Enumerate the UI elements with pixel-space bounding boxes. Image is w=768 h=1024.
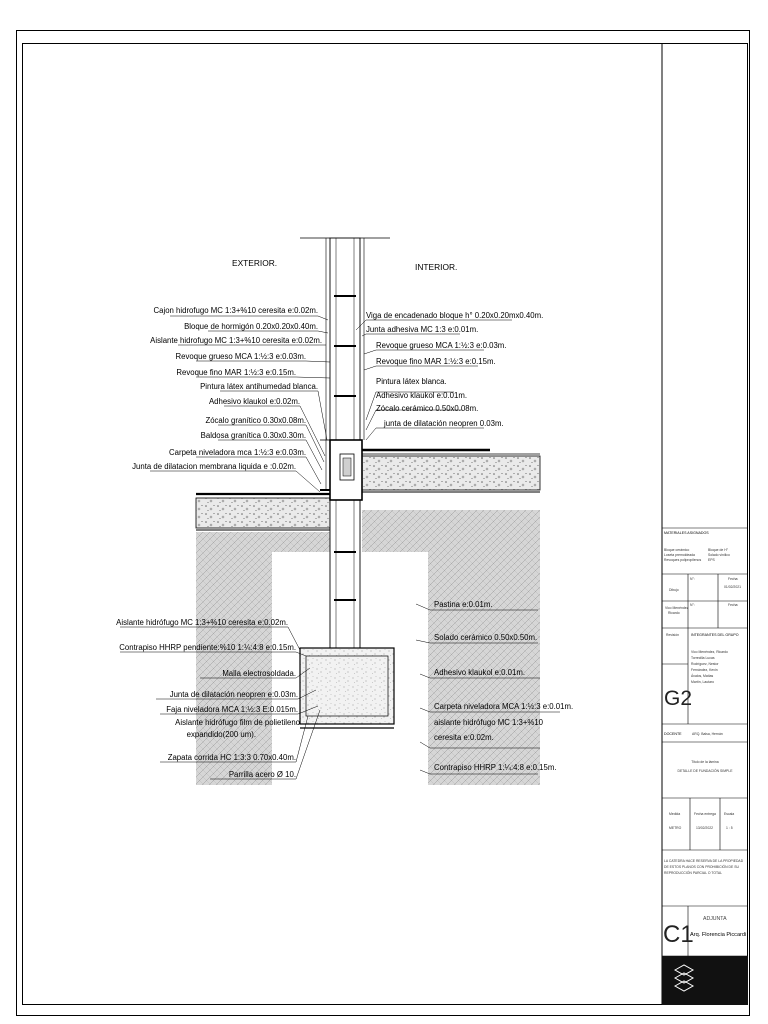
fecha-entrega-label: Fecha entrega: [694, 812, 716, 816]
annotation-footing-left-5: Faja niveladora MCA 1:½:3 E:0.015m.: [166, 705, 298, 714]
annotation-footing-left-2: Contrapiso HHRP pendiente:%10 1:¼:4:8 e:0.15m.: [119, 643, 296, 652]
medida-label: Medida: [669, 812, 681, 816]
exterior-slab: [196, 494, 330, 530]
annotation-left-8: Zócalo granítico 0.30x0.08m.: [205, 416, 306, 425]
block-wall: [300, 238, 390, 648]
revision-label: Revisión: [666, 633, 680, 637]
annotation-left-1: Cajon hidrofugo MC 1:3+%10 ceresita e:0.02m.: [153, 306, 318, 315]
material-right-1: Bloque de H°: [708, 548, 729, 552]
annotation-left-3: Aislante hidrofugo MC 1:3+%10 ceresita e:0.02m.: [150, 336, 322, 345]
integrante-1: Vico Menéndez, Ricardo: [691, 650, 728, 654]
lamina-label: Titulo de la lámina: [691, 760, 719, 764]
adjunta-name: Arq. Florencia Piccardi: [690, 932, 747, 938]
disclaimer-line-2: DE ESTOS PLANOS CON PROHIBICIÓN DE SU: [664, 865, 739, 869]
integrante-4: Fernández, Kevin: [691, 668, 718, 672]
annotation-footing-left-6: Aislante hidrófugo film de polietileno: [175, 718, 300, 727]
dibujo-name-1: Vico Menéndez: [665, 606, 689, 610]
annotation-footing-left-8: Zapata corrida HC 1:3:3 0.70x0.40m.: [167, 753, 296, 762]
interior-heading: INTERIOR.: [415, 262, 458, 272]
annotation-right-3: Revoque grueso MCA 1:½:3 e:0.03m.: [376, 341, 507, 350]
right-annotations: [366, 311, 543, 428]
material-left-2: Loseta premoldeada: [664, 553, 695, 557]
annotation-left-11: Junta de dilatacion membrana liquida e :0.02m.: [132, 462, 296, 471]
fecha-label: Fecha:: [728, 577, 739, 581]
docente-value: ARQ. Balsa, Hernán: [692, 732, 723, 736]
adjunta-label: ADJUNTA: [703, 916, 727, 922]
exterior-heading: EXTERIOR.: [232, 258, 278, 268]
annotation-left-9: Baldosa granítica 0.30x0.30m.: [200, 431, 306, 440]
materials-header: MATERIALES ASIGNADOS: [664, 531, 709, 535]
integrante-5: Ávalos, Matías: [691, 674, 714, 678]
annotation-footing-right-3: Adhesivo klaukol e:0.01m.: [434, 668, 526, 677]
annotation-right-2: Junta adhesiva MC 1:3 e:0.01m.: [366, 325, 479, 334]
title-block: [662, 43, 748, 1005]
annotation-footing-right-1: Pastina e:0.01m.: [434, 600, 493, 609]
annotation-left-4: Revoque grueso MCA 1:½:3 e:0.03m.: [175, 352, 306, 361]
integrante-6: Martín, Lautaro: [691, 680, 714, 684]
docente-label: DOCENTE: [664, 732, 682, 736]
annotation-right-4: Revoque fino MAR 1:½:3 e:0.15m.: [376, 357, 496, 366]
annotation-footing-left-7: expandido(200 um).: [186, 730, 256, 739]
annotation-right-8: junta de dilatación neopren 0.03m.: [384, 419, 504, 428]
annotation-left-7: Adhesivo klaukol e:0.02m.: [208, 397, 300, 406]
escala-label: Escala: [724, 812, 735, 816]
integrante-2: Torrecilla Lucas: [691, 656, 715, 660]
integrante-3: Rodríguez, Nestor: [691, 662, 719, 666]
disclaimer-line-3: REPRODUCCIÓN PARCIAL O TOTAL: [664, 871, 723, 875]
n-label-2: N°:: [690, 603, 695, 607]
left-annotations: [132, 306, 322, 471]
annotation-right-1: Viga de encadenado bloque h° 0.20x0.20mx0.40m.: [366, 311, 544, 320]
fecha-value: 01/02/2021: [724, 585, 741, 589]
annotation-left-2: Bloque de hormigón 0.20x0.20x0.40m.: [184, 322, 318, 331]
annotation-left-5: Revoque fino MAR 1:½:3 e:0.15m.: [176, 368, 296, 377]
material-right-3: EPS: [708, 558, 715, 562]
annotation-left-10: Carpeta niveladora mca 1:½:3 e:0.03m.: [169, 448, 306, 457]
medida-value: METRO: [669, 826, 682, 830]
annotation-footing-right-5: aislante hidrófugo MC 1:3+%10: [434, 718, 544, 727]
sheet-code: C1: [663, 921, 694, 948]
escala-value: 1 : 5: [726, 826, 733, 830]
left-footing-annotations: [116, 618, 301, 779]
annotation-footing-right-4: Carpeta niveladora MCA 1:½:3 e:0.01m.: [434, 702, 574, 711]
n-label: N°:: [690, 577, 695, 581]
annotation-footing-right-2: Solado cerámico 0.50x0.50m.: [434, 633, 538, 642]
annotation-footing-left-3: Malla electrosoldada.: [222, 669, 296, 678]
annotation-footing-left-4: Junta de dilatación neopren e:0.03m.: [169, 690, 298, 699]
annotation-right-6: Adhesivo klaukol e:0.01m.: [376, 391, 468, 400]
material-left-1: Bloque cerámico: [664, 548, 690, 552]
group-code: G2: [664, 687, 693, 710]
dibujo-name-2: Ricardo: [668, 611, 680, 615]
annotation-right-7: Zócalo cerámico 0.50x0.08m.: [376, 404, 479, 413]
strip-footing: [300, 648, 394, 728]
integrantes-header: INTEGRANTES DEL GRUPO: [691, 633, 739, 637]
annotation-left-6: Pintura látex antihumedad blanca.: [200, 382, 318, 391]
interior-slab: [362, 450, 540, 492]
annotation-footing-left-9: Parrilla acero Ø 10.: [228, 770, 296, 779]
lamina-title: DETALLE DE FUNDACIÓN SIMPLE: [677, 769, 733, 773]
annotation-footing-left-1: Aislante hidrófugo MC 1:3+%10 ceresita e:0.02m.: [116, 618, 288, 627]
disclaimer-line-1: LA CATEDRA HACE RESERVA DE LA PROPIEDAD: [664, 859, 744, 863]
annotation-right-5: Pintura látex blanca.: [376, 377, 447, 386]
annotation-footing-right-6: ceresita e:0.02m.: [434, 733, 494, 742]
annotation-footing-right-7: Contrapiso HHRP 1:¼:4:8 e:0.15m.: [434, 763, 557, 772]
dibujo-label: Dibujo: [669, 588, 679, 592]
fecha-entrega-value: 13/02/2022: [696, 826, 713, 830]
fecha-label-2: Fecha:: [728, 603, 739, 607]
material-right-2: Solado vinílico: [708, 553, 730, 557]
material-left-3: Revoques polipropilenos: [664, 558, 702, 562]
